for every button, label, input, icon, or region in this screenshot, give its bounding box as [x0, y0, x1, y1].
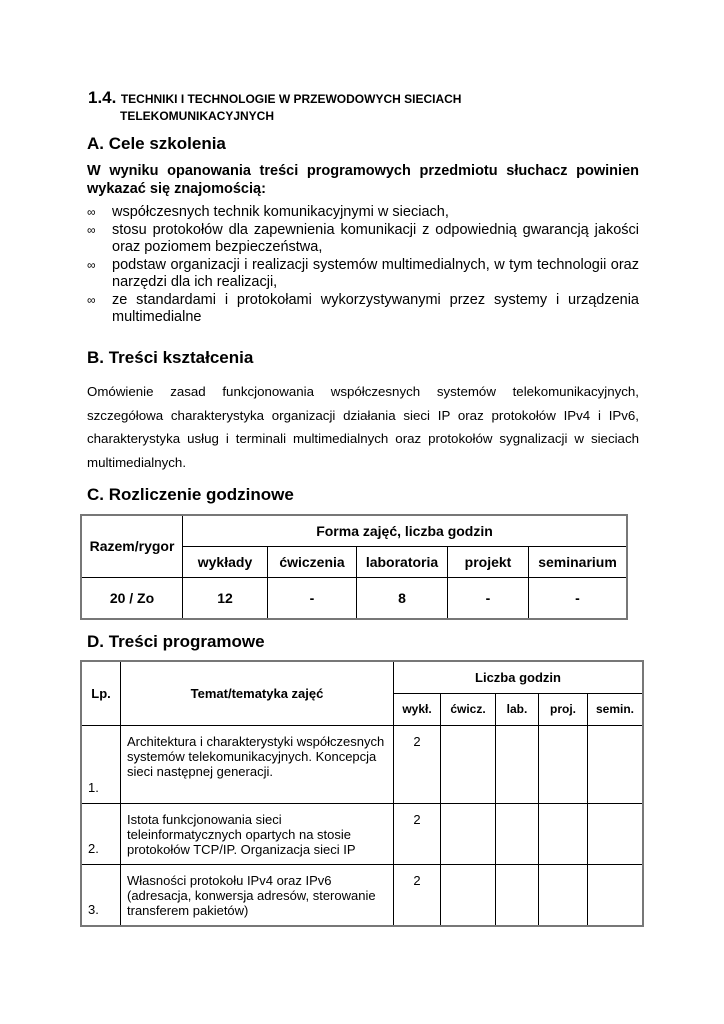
empty-cell: [588, 725, 644, 803]
empty-cell: [539, 725, 588, 803]
sub-header: ćwicz.: [441, 693, 496, 725]
table-cell: -: [268, 577, 357, 619]
infinity-bullet-icon: ∞: [87, 222, 96, 237]
sub-header: proj.: [539, 693, 588, 725]
section-title-line2: TELEKOMUNIKACYJNYCH: [120, 109, 275, 123]
sub-header: ćwiczenia: [268, 546, 357, 577]
sub-header: lab.: [496, 693, 539, 725]
infinity-bullet-icon: ∞: [87, 205, 96, 219]
table-cell: -: [448, 577, 529, 619]
col-topic-header: Temat/tematyka zajęć: [121, 661, 394, 725]
row-wykl: 2: [394, 725, 441, 803]
table-cell: -: [529, 577, 628, 619]
table-cell: 20 / Zo: [81, 577, 183, 619]
paragraph-line: Omówienie zasad funkcjonowania współczesnych systemów telekomunikacyjnych,: [87, 384, 639, 399]
col-forma-header: Forma zajęć, liczba godzin: [183, 515, 628, 546]
sub-header: semin.: [588, 693, 644, 725]
sub-header: laboratoria: [357, 546, 448, 577]
sub-header: wykł.: [394, 693, 441, 725]
empty-cell: [539, 803, 588, 864]
empty-cell: [441, 803, 496, 864]
row-topic: Architektura i charakterystyki współczesnych systemów telekomunikacyjnych. Koncepcja sieci następnej generacji.: [121, 725, 394, 803]
col-razem-header: Razem/rygor: [81, 515, 183, 577]
empty-cell: [441, 864, 496, 926]
heading-c: C. Rozliczenie godzinowe: [87, 485, 294, 504]
row-topic: Własności protokołu IPv4 oraz IPv6 (adresacja, konwersja adresów, sterowanie transferem pakietów): [121, 864, 394, 926]
paragraph-line: szczegółowa charakterystyka organizacji działania sieci IP oraz protokołów IPv4 i IPv6,: [87, 407, 639, 423]
table-row: [81, 803, 643, 864]
infinity-bullet-icon: ∞: [87, 257, 96, 272]
list-item: ∞ ze standardami i protokołami wykorzystywanymi przez systemy i urządzenia multimedialne: [87, 291, 639, 325]
col-hours-header: Liczba godzin: [394, 661, 644, 693]
empty-cell: [441, 725, 496, 803]
list-item: ∞ stosu protokołów dla zapewnienia komunikacji z odpowiednią gwarancją jakości oraz poziomem bezpieczeństwa,: [87, 221, 639, 255]
list-item: ∞ współczesnych technik komunikacyjnymi w sieciach,: [87, 204, 449, 220]
empty-cell: [496, 803, 539, 864]
empty-cell: [588, 864, 644, 926]
heading-d: D. Treści programowe: [87, 632, 265, 651]
paragraph-line: charakterystyka usług i terminali multimedialnych oraz protokołów sygnalizacji w sieciach: [87, 431, 639, 446]
row-number: 1.: [81, 725, 121, 803]
section-title-line1: TECHNIKI I TECHNOLOGIE W PRZEWODOWYCH SIECIACH: [120, 92, 462, 106]
section-title: [88, 88, 461, 108]
row-topic: Istota funkcjonowania sieci teleinformatycznych opartych na stosie protokołów TCP/IP. Organizacja sieci IP: [121, 803, 394, 864]
row-number: 2.: [81, 803, 121, 864]
heading-b: B. Treści kształcenia: [87, 348, 254, 367]
table-cell: 8: [357, 577, 448, 619]
content-paragraph: [87, 380, 639, 474]
program-table: [80, 660, 644, 927]
col-lp-header: Lp.: [81, 661, 121, 725]
row-wykl: 2: [394, 864, 441, 926]
sub-header: seminarium: [529, 546, 628, 577]
empty-cell: [496, 864, 539, 926]
empty-cell: [539, 864, 588, 926]
row-wykl: 2: [394, 803, 441, 864]
hours-table: [80, 514, 628, 620]
sub-header: projekt: [448, 546, 529, 577]
list-item: ∞ podstaw organizacji i realizacji systemów multimedialnych, w tym technologii oraz narzędzi dla ich realizacji,: [87, 256, 639, 290]
table-row: [81, 864, 643, 926]
heading-a: A. Cele szkolenia: [87, 134, 226, 153]
goals-intro: W wyniku opanowania treści programowych przedmiotu słuchacz powinien wykazać się znajomością:: [87, 163, 639, 197]
table-cell: 12: [183, 577, 268, 619]
row-number: 3.: [81, 864, 121, 926]
table-row: [81, 725, 643, 803]
goals-list: [87, 204, 639, 327]
section-number: 1.4.: [88, 88, 117, 107]
paragraph-line: multimedialnych.: [87, 454, 187, 470]
sub-header: wykłady: [183, 546, 268, 577]
empty-cell: [496, 725, 539, 803]
infinity-bullet-icon: ∞: [87, 292, 96, 307]
empty-cell: [588, 803, 644, 864]
